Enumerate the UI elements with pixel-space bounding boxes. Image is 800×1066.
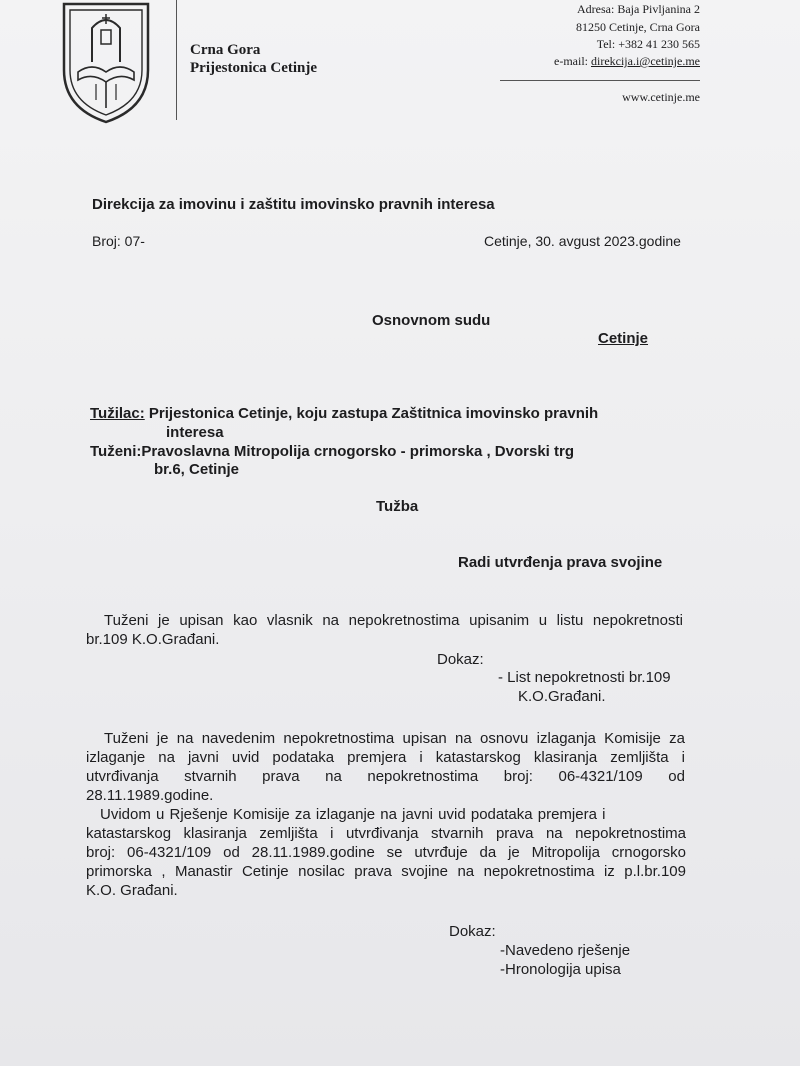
- evidence2-item1: -Navedeno rješenje: [500, 942, 631, 959]
- para3-line3: broj: 06-4321/109 od 28.11.1989.godine se utvrđuje da je Mitropolija crnogorsko: [86, 844, 686, 861]
- recipient-court: Osnovnom sudu: [372, 312, 491, 329]
- para2-word: broj:: [503, 768, 533, 785]
- para2-line3: [86, 768, 685, 785]
- plaintiff-text: Prijestonica Cetinje, koju zastupa Zaštitnica imovinsko pravnih: [144, 405, 599, 422]
- evidence1-item2: K.O.Građani.: [518, 688, 606, 705]
- evidence1-label: Dokaz:: [437, 651, 484, 668]
- evidence1-item1: - List nepokretnosti br.109: [498, 669, 671, 686]
- website-link[interactable]: www.cetinje.me: [622, 90, 700, 104]
- para3-line4: primorska , Manastir Cetinje nosilac prava svojine na nepokretnostima iz p.l.br.109: [86, 863, 686, 880]
- document-subtitle: Radi utvrđenja prava svojine: [458, 554, 663, 571]
- plaintiff-line: [90, 405, 598, 422]
- org-name-line2: Prijestonica Cetinje: [190, 60, 318, 76]
- email-link[interactable]: direkcija.i@cetinje.me: [590, 54, 700, 68]
- plaintiff-text-cont: interesa: [166, 424, 224, 441]
- para1-line1: Tuženi je upisan kao vlasnik na nepokretnostima upisanim u listu nepokretnosti: [104, 612, 683, 629]
- document-date: Cetinje, 30. avgust 2023.godine: [484, 233, 681, 249]
- para3-line1: Uvidom u Rješenje Komisije za izlaganje na javni uvid podataka premjera i: [100, 806, 606, 823]
- para2-word: od: [668, 768, 685, 785]
- email-label: e-mail:: [554, 54, 588, 68]
- evidence2-item2: -Hronologija upisa: [500, 961, 621, 978]
- para2-word: prava: [262, 768, 300, 785]
- document-title: Tužba: [376, 498, 419, 515]
- para2-line1: Tuženi je na navedenim nepokretnostima upisan na osnovu izlaganja Komisije za: [104, 730, 685, 747]
- defendant-line: Tuženi:Pravoslavna Mitropolija crnogorsko - primorska , Dvorski trg: [90, 443, 574, 460]
- recipient-city: Cetinje: [598, 330, 649, 347]
- para2-word: stvarnih: [184, 768, 237, 785]
- reference-number: Broj: 07-: [92, 233, 145, 249]
- para2-word: nepokretnostima: [367, 768, 479, 785]
- city-line: 81250 Cetinje, Crna Gora: [576, 20, 700, 34]
- phone-line: [597, 37, 700, 52]
- phone-number: Tel: +382 41 230 565: [596, 37, 700, 51]
- defendant-line-cont: br.6, Cetinje: [154, 461, 240, 478]
- para3-line5: K.O. Građani.: [86, 882, 178, 899]
- org-name-line1: Crna Gora: [190, 42, 261, 58]
- para2-word: na: [325, 768, 342, 785]
- para2-word: utvrđivanja: [86, 768, 159, 785]
- address-line: Adresa: Baja Pivljanina 2: [577, 2, 700, 16]
- coat-of-arms-logo: [56, 0, 156, 124]
- header-divider: [176, 0, 177, 120]
- plaintiff-label: Tužilac:: [90, 405, 145, 422]
- para1-line2: br.109 K.O.Građani.: [86, 631, 220, 648]
- email-line: [554, 54, 700, 69]
- directorate-title: Direkcija za imovinu i zaštitu imovinsko pravnih interesa: [92, 196, 495, 213]
- para2-word: 06-4321/109: [558, 768, 643, 785]
- header-rule: [500, 80, 700, 81]
- evidence2-label: Dokaz:: [449, 923, 496, 940]
- para2-line4: 28.11.1989.godine.: [86, 787, 214, 804]
- para2-line2: izlaganje na javni uvid podataka premjera i katastarskog klasiranja zemljišta i: [86, 749, 685, 766]
- para3-line2: katastarskog klasiranja zemljišta i utvrđivanja stvarnih prava na nepokretnostima: [86, 825, 686, 842]
